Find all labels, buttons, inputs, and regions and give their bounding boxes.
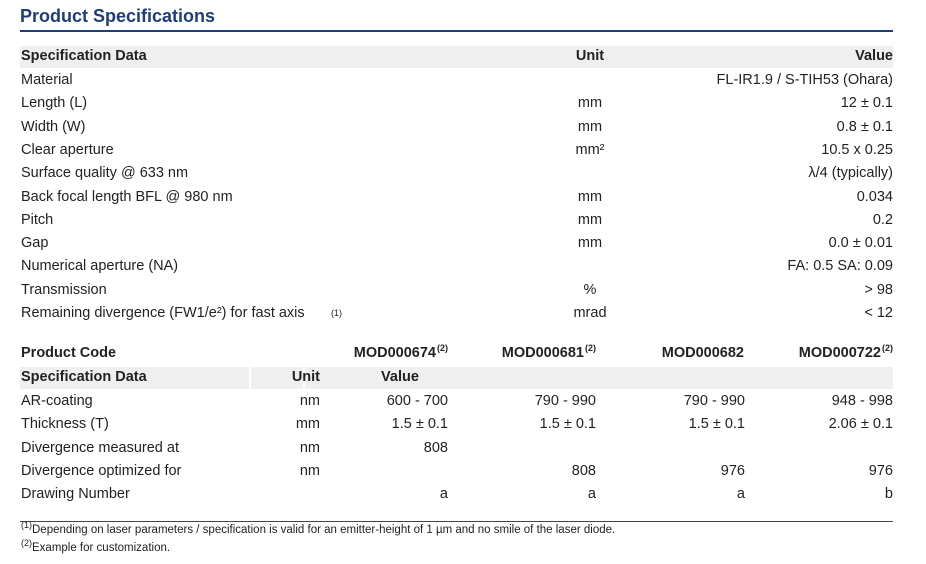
product-spec-label: Divergence optimized for — [21, 462, 182, 479]
product-value-3: 976 — [720, 462, 745, 479]
spec-label: Length (L) — [21, 95, 88, 112]
product-spec-unit: nm — [299, 462, 320, 479]
product-spec-unit: nm — [299, 439, 320, 456]
product-spec-label: Drawing Number — [21, 486, 130, 503]
product-value-4: b — [884, 486, 893, 503]
spec-value: > 98 — [864, 281, 893, 298]
products-header-value: Value — [381, 369, 419, 385]
spec-row: Remaining divergence (FW1/e²) for fast axis (1) mrad < 12 — [21, 305, 893, 321]
specs-header-value: Value — [855, 48, 893, 64]
spec-row — [20, 72, 893, 95]
product-code-2: MOD000681$^{(2)}$ — [501, 343, 596, 361]
spec-unit: mm² — [575, 141, 605, 158]
spec-value: FA: 0.5 SA: 0.09 — [787, 258, 893, 275]
spec-row — [20, 235, 893, 258]
product-spec-label: Divergence measured at — [21, 439, 179, 456]
spec-label: Numerical aperture (NA) — [21, 258, 179, 275]
product-value-4: 2.06 ± 0.1 — [828, 416, 893, 433]
spec-value: 10.5 x 0.25 — [821, 141, 893, 158]
product-row — [20, 393, 893, 416]
specs-header-row — [20, 48, 893, 71]
product-row — [20, 463, 893, 486]
spec-value: 0.034 — [856, 188, 893, 205]
product-value-3: 1.5 ± 0.1 — [688, 416, 745, 433]
product-value-1: 808 — [423, 439, 448, 456]
spec-label: Back focal length BFL @ 980 nm — [21, 188, 233, 205]
spec-unit: mm — [577, 211, 603, 228]
footnote-divider — [20, 521, 893, 522]
spec-label: Remaining divergence (FW1/e²) for fast axis — [21, 305, 305, 321]
spec-value: 12 ± 0.1 — [840, 95, 893, 112]
spec-unit: mm — [577, 118, 603, 135]
product-value-2: a — [587, 486, 596, 503]
product-value-1: 600 - 700 — [386, 393, 448, 409]
footnote-1: $^{(1)}$Depending on laser parameters / specification is valid for an emitter-height of 1 µm and no smile of the laser diode. — [21, 520, 616, 536]
products-header-row — [20, 369, 893, 392]
spec-unit: mm — [577, 188, 603, 205]
spec-value: < 12 — [864, 305, 893, 321]
spec-label: Material — [21, 72, 73, 88]
product-spec-unit: mm — [295, 416, 320, 433]
spec-label: Pitch — [21, 211, 54, 228]
product-value-2: 790 - 990 — [534, 393, 596, 409]
spec-label: Gap — [21, 235, 49, 252]
spec-label: Transmission — [21, 281, 107, 298]
footnote-2: $^{(2)}$Example for customization. — [21, 538, 171, 554]
products-header-label: Specification Data — [21, 369, 147, 385]
product-spec-unit: nm — [299, 393, 320, 409]
product-row — [20, 440, 893, 463]
spec-row — [20, 119, 893, 142]
spec-label: Width (W) — [21, 118, 86, 135]
spec-row — [20, 189, 893, 212]
product-spec-label: AR-coating — [21, 393, 93, 409]
products-header-unit: Unit — [291, 369, 320, 385]
specs-header-label: Specification Data — [21, 48, 147, 64]
product-value-4: 976 — [868, 462, 893, 479]
product-value-2: 808 — [571, 462, 596, 479]
spec-unit: % — [583, 281, 597, 298]
product-code-row — [20, 345, 893, 368]
spec-unit: mm — [577, 235, 603, 252]
product-value-2: 1.5 ± 0.1 — [539, 416, 596, 433]
product-value-4: 948 - 998 — [831, 393, 893, 409]
spec-unit: mrad — [573, 305, 607, 321]
product-value-1: a — [439, 486, 448, 503]
spec-row — [20, 258, 893, 281]
product-code-label: Product Code — [21, 345, 117, 361]
product-value-3: 790 - 990 — [683, 393, 745, 409]
spec-row — [20, 282, 893, 305]
title-divider — [20, 30, 893, 32]
spec-value: FL-IR1.9 / S-TIH53 (Ohara) — [716, 72, 893, 88]
product-code-4: MOD000722$^{(2)}$ — [798, 343, 893, 361]
spec-value: 0.0 ± 0.01 — [828, 235, 893, 252]
product-row — [20, 486, 893, 509]
product-row — [20, 416, 893, 439]
spec-label: Clear aperture — [21, 141, 114, 158]
product-code-1: MOD000674$^{(2)}$ — [353, 343, 448, 361]
spec-label: Surface quality @ 633 nm — [21, 165, 189, 182]
spec-row — [20, 142, 893, 165]
spec-row — [20, 95, 893, 118]
specs-header-unit: Unit — [575, 48, 605, 64]
spec-row — [20, 165, 893, 188]
product-code-3: MOD000682 — [661, 345, 744, 361]
page-title: Product Specifications — [20, 6, 216, 26]
spec-value: 0.8 ± 0.1 — [836, 118, 893, 135]
product-value-3: a — [736, 486, 745, 503]
spec-value: 0.2 — [872, 211, 893, 228]
spec-row — [20, 212, 893, 235]
spec-unit: mm — [577, 95, 603, 112]
product-spec-label: Thickness (T) — [21, 416, 109, 433]
spec-value: λ/4 (typically) — [808, 165, 893, 182]
product-value-1: 1.5 ± 0.1 — [391, 416, 448, 433]
